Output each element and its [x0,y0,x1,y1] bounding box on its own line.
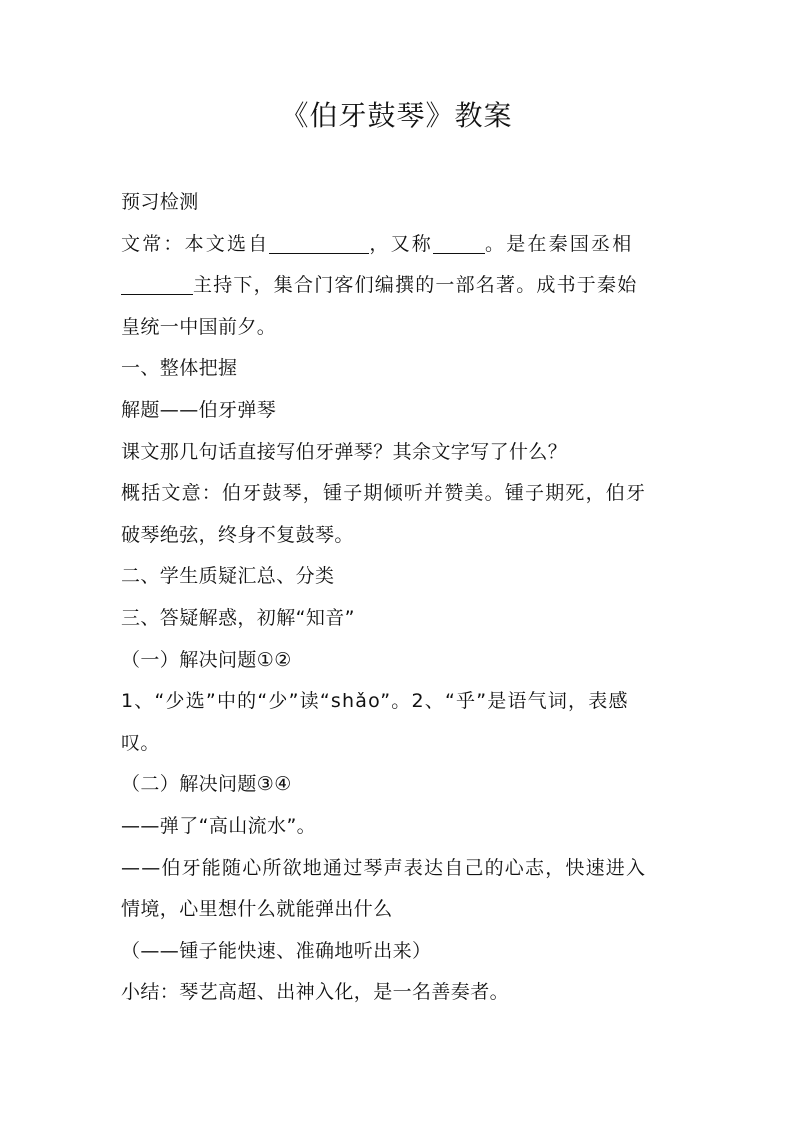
answer-line: ——伯牙能随心所欲地通过琴声表达自己的心志，快速进入 [121,856,647,879]
summary-line-continued: 破琴绝弦，终身不复鼓琴。 [121,523,354,546]
section-heading-student-questions: 二、学生质疑汇总、分类 [121,565,335,588]
paragraph-line: 皇统一中国前夕。 [121,315,277,338]
subsection-heading-problems-1-2: （一）解决问题①② [121,648,292,671]
conclusion-line: 小结：琴艺高超、出神入化，是一名善奏者。 [121,981,510,1004]
document-body [121,182,676,1014]
answer-blank-alternate-name [433,233,485,254]
section-heading-overall-grasp: 一、整体把握 [121,357,238,380]
answer-blank-source-book [269,233,369,254]
literature-text-part-2: ，又称 [369,232,434,255]
answer-blank-chancellor [121,274,193,295]
answer-line: ——弹了“高山流水”。 [121,814,317,837]
summary-line: 概括文意：伯牙鼓琴，锺子期倾听并赞美。锺子期死，伯牙 [121,482,647,505]
answer-line: 1、“少选”中的“少”读“shǎo”。2、“乎”是语气词，表感 [121,690,629,713]
paragraph-line: 解题——伯牙弹琴 [121,398,277,421]
literature-text-part-3: 。是在秦国丞相 [485,232,634,255]
subsection-heading-problems-3-4: （二）解决问题③④ [121,773,292,796]
document-title: 《伯牙鼓琴》教案 [280,99,513,132]
answer-line-continued: 叹。 [121,731,160,754]
answer-line-continued: 情境，心里想什么就能弹出什么 [121,898,393,921]
literature-text-part-1: 文常：本文选自 [121,232,270,255]
literature-text-part-4: 主持下，集合门客们编撰的一部名著。成书于秦始 [193,274,638,297]
section-heading-answer-questions: 三、答疑解惑，初解“知音” [121,606,355,629]
section-heading-preview-check: 预习检测 [121,191,199,213]
literature-common-sense-line-2 [121,265,676,307]
answer-line: （——锺子能快速、准确地听出来） [121,939,432,962]
question-line: 课文那几句话直接写伯牙弹琴？其余文字写了什么？ [121,440,568,463]
literature-common-sense-line [121,224,676,266]
